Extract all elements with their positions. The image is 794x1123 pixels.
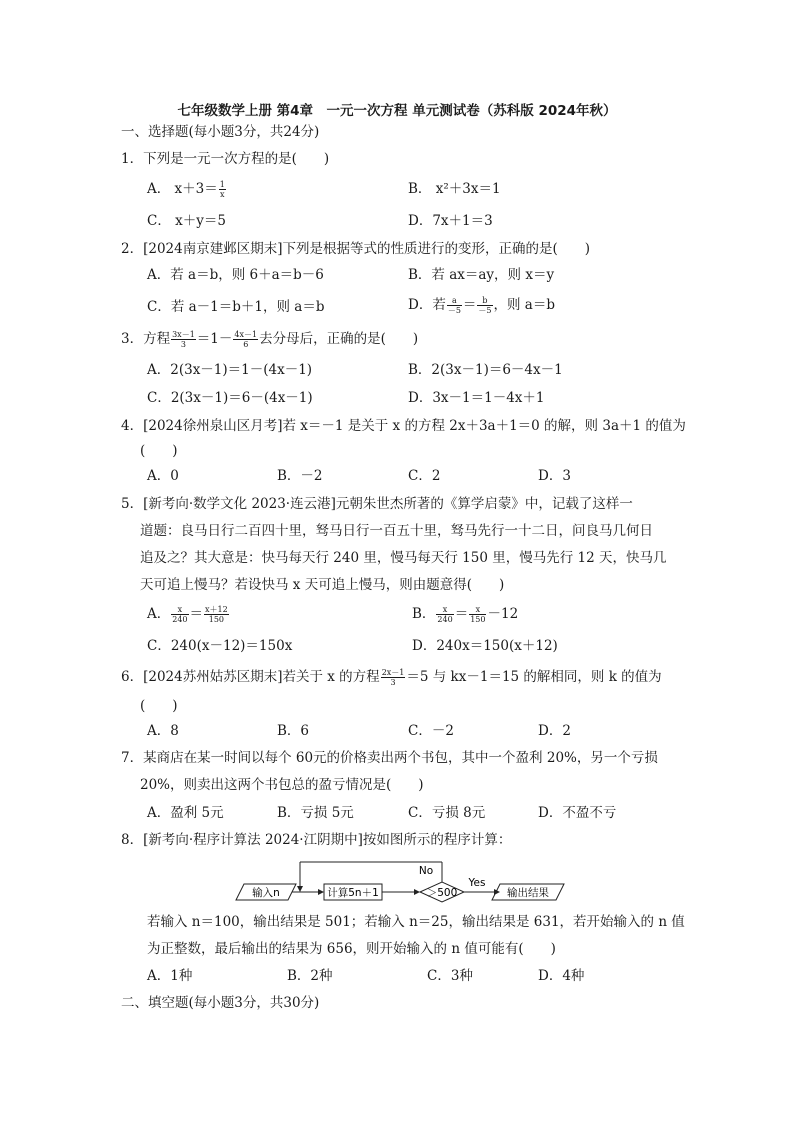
question-2-option-d: D．若 $\frac{a}{-5}$ ＝ $\frac{b}{-5}$ ，则 a＝b (408, 296, 555, 315)
question-8-line-2: 为正整数，最后输出的结果为 656，则开始输入的 n 值可能有( ) (147, 941, 556, 957)
fraction: $\frac{x+12}{150}$ (205, 605, 228, 624)
question-7-option-c: C．亏损 8元 (408, 805, 486, 821)
question-4-stem-cont: ( ) (140, 443, 178, 459)
question-6-option-c: C．－2 (408, 723, 454, 739)
fraction: $\frac{x}{150}$ (470, 605, 486, 624)
question-8-option-d: D．4种 (538, 968, 585, 984)
question-1-option-b: B． x²＋3x＝1 (408, 181, 501, 197)
question-3-option-c: C．2(3x－1)＝6－(4x－1) (147, 390, 313, 406)
page-title: 七年级数学上册 第4章 一元一次方程 单元测试卷（苏科版 2024年秋） (177, 103, 617, 119)
fraction: $\frac{x}{240}$ (437, 605, 453, 624)
fraction: $\frac{b}{-5}$ (478, 296, 492, 315)
question-1-stem: 1．下列是一元一次方程的是( ) (121, 151, 330, 167)
fraction: $\frac{a}{-5}$ (447, 296, 461, 315)
question-8-line-1: 若输入 n＝100，输出结果是 501；若输入 n＝25，输出结果是 631，若开始输入的 n 值 (147, 914, 685, 930)
section-heading-choice: 一、选择题(每小题3分，共24分) (121, 124, 320, 140)
flow-yes-label: Yes (468, 877, 486, 889)
question-5-option-b: B． $\frac{x}{240}$ ＝ $\frac{x}{150}$ －12 (412, 605, 519, 624)
question-4-option-a: A．0 (147, 468, 179, 484)
question-5-line-1: 5．[新考向·数学文化 2023·连云港]元朝朱世杰所著的《算学启蒙》中，记载了这样一 (121, 496, 633, 512)
question-2-option-c: C．若 a－1＝b＋1，则 a＝b (147, 299, 325, 315)
flow-no-label: No (418, 865, 434, 877)
question-7-option-d: D．不盈不亏 (538, 805, 617, 821)
question-5-line-3: 追及之？其大意是：快马每天行 240 里，慢马每天行 150 里，慢马先行 12 天，快马几 (140, 550, 667, 566)
program-flowchart (230, 855, 570, 911)
question-6-option-a: A．8 (147, 723, 179, 739)
question-2-stem: 2．[2024南京建邺区期末]下列是根据等式的性质进行的变形，正确的是( ) (121, 241, 591, 257)
flow-condition-label: ＞500 (426, 887, 458, 899)
question-4-option-c: C．2 (408, 468, 441, 484)
section-heading-fill: 二、填空题(每小题3分，共30分) (121, 995, 320, 1011)
arrow-head (297, 886, 303, 892)
question-8-option-a: A．1种 (147, 968, 193, 984)
question-5-line-4: 天可追上慢马？若设快马 x 天可追上慢马，则由题意得( ) (140, 577, 505, 593)
question-7-line-1: 7．某商店在某一时间以每个 60元的价格卖出两个书包，其中一个盈利 20%，另一个亏损 (121, 750, 658, 766)
question-8-option-b: B．2种 (287, 968, 333, 984)
question-6-option-b: B．6 (277, 723, 310, 739)
question-5-option-d: D．240x＝150(x＋12) (412, 638, 558, 654)
question-4-stem: 4．[2024徐州泉山区月考]若 x＝－1 是关于 x 的方程 2x＋3a＋1＝0 的解，则 3a＋1 的值为 (121, 418, 686, 434)
question-7-option-a: A．盈利 5元 (147, 805, 224, 821)
flow-compute-label: 计算5n＋1 (327, 887, 379, 899)
question-1-option-a: A． x＋3＝ $\frac{1}{x}$ (147, 180, 225, 199)
question-3-option-b: B．2(3x－1)＝6－4x－1 (408, 362, 563, 378)
arrow-head (318, 889, 324, 895)
fraction: $\frac{1}{x}$ (219, 180, 225, 199)
fraction: $\frac{3x-1}{3}$ (172, 330, 195, 349)
question-8-stem: 8．[新考向·程序计算法 2024·江阴期中]按如图所示的程序计算： (121, 832, 512, 848)
flow-input-label: 输入n (252, 887, 280, 899)
question-4-option-b: B．－2 (277, 468, 323, 484)
question-3-option-a: A．2(3x－1)＝1－(4x－1) (147, 362, 313, 378)
fraction: $\frac{2x-1}{3}$ (381, 668, 405, 687)
question-5-line-2: 道题：良马日行二百四十里，驽马日行一百五十里，驽马先行一十二日，问良马几何日 (140, 523, 653, 539)
question-3-stem: 3．方程 $\frac{3x-1}{3}$ ＝1－ $\frac{4x-1}{6}$ 去分母后，正确的是( ) (121, 330, 419, 349)
question-7-line-2: 20%，则卖出这两个书包总的盈亏情况是( ) (140, 777, 424, 793)
question-6-stem-cont: ( ) (140, 698, 178, 714)
fraction: $\frac{4x-1}{6}$ (234, 330, 258, 349)
question-5-option-a: A． $\frac{x}{240}$ ＝ $\frac{x+12}{150}$ (147, 605, 228, 624)
question-3-option-d: D．3x－1＝1－4x＋1 (408, 390, 545, 406)
question-2-option-b: B．若 ax＝ay，则 x＝y (408, 267, 555, 283)
question-6-stem: 6．[2024苏州姑苏区期末]若关于 x 的方程 $\frac{2x-1}{3}$ ＝5 与 kx－1＝15 的解相同，则 k 的值为 (121, 668, 662, 687)
question-1-option-c: C． x＋y＝5 (147, 213, 226, 229)
flow-output-label: 输出结果 (507, 887, 549, 899)
question-4-option-d: D．3 (538, 468, 571, 484)
question-1-option-d: D．7x＋1＝3 (408, 213, 493, 229)
question-7-option-b: B．亏损 5元 (277, 805, 354, 821)
question-6-option-d: D．2 (538, 723, 571, 739)
question-2-option-a: A．若 a＝b，则 6＋a＝b－6 (147, 267, 324, 283)
question-8-option-c: C．3种 (427, 968, 473, 984)
fraction: $\frac{x}{240}$ (172, 605, 188, 624)
question-5-option-c: C．240(x－12)＝150x (147, 638, 293, 654)
